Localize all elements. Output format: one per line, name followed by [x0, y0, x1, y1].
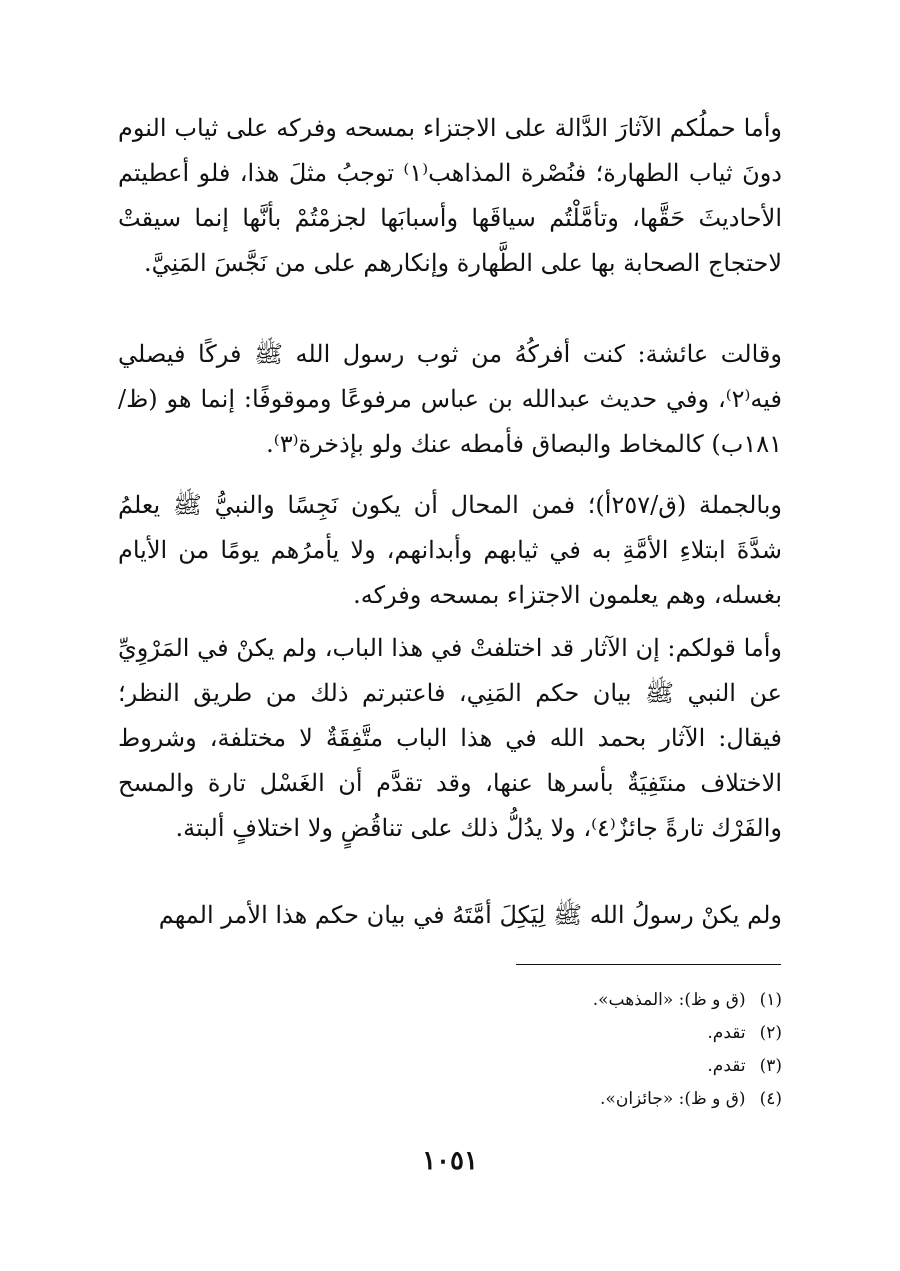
- paragraph: ولم يكنْ رسولُ الله ﷺ لِيَكِلَ أمَّتَهُ في بيان حكم هذا الأمر المهم: [158, 901, 782, 929]
- footnote: [118, 1083, 782, 1116]
- footnote-number: (٣): [759, 1056, 782, 1076]
- footnote: [118, 1017, 782, 1050]
- footnote-number: (٢): [759, 1023, 782, 1043]
- footnote-divider: [516, 964, 781, 965]
- footnote-text: (ق و ظ): «جائزان».: [600, 1089, 746, 1109]
- paragraph: وأما قولكم: إن الآثار قد اختلفتْ في هذا الباب، ولم يكنْ في المَرْوِيِّ عن النبي ﷺ بيان حكم المَنِي، فاعتبرتم ذلك من طريق النظر؛ فيقال: الآثار بحمد الله في هذا الباب متَّفِقَةٌ لا مختلفة، وشروط الاختلاف منتَفِيَةٌ بأسرها عنها، وقد تقدَّم أن الغَسْل تارة والمسح والفَرْك تارةً جائزٌ⁽٤⁾، ولا يدُلُّ ذلك على تناقُضٍ ولا اختلافٍ ألبتة.: [118, 634, 782, 842]
- footnote-text: تقدم.: [707, 1056, 746, 1076]
- paragraph: وأما حملُكم الآثارَ الدَّالة على الاجتزاء بمسحه وفركه على ثياب النوم دونَ ثياب الطهارة؛ فنُصْرة المذاهب⁽١⁾ توجبُ مثلَ هذا، فلو أعطيتم الأحاديثَ حَقَّها، وتأمَّلْتُم سياقَها وأسبابَها لجزمْتُمْ بأنَّها إنما سيقتْ لاحتجاج الصحابة بها على الطَّهارة وإنكارهم على من نَجَّسَ المَنِيَّ.: [118, 114, 782, 277]
- footnote-text: تقدم.: [707, 1023, 746, 1043]
- footnotes-list: [118, 984, 782, 1116]
- footnote-number: (١): [759, 990, 782, 1010]
- footnote: [118, 984, 782, 1017]
- paragraph: وبالجملة (ق/٢٥٧أ)؛ فمن المحال أن يكون نَجِسًا والنبيُّ ﷺ يعلمُ شدَّةَ ابتلاءِ الأمَّةِ به في ثيابهم وأبدانهم، ولا يأمرُهم يومًا من الأيام بغسله، وهم يعلمون الاجتزاء بمسحه وفركه.: [118, 491, 782, 609]
- footnote-text: (ق و ظ): «المذهب».: [592, 990, 746, 1010]
- footnote-number: (٤): [759, 1089, 782, 1109]
- page-number: ١٠٥١: [422, 1146, 478, 1176]
- footnote: [118, 1050, 782, 1083]
- paragraph: وقالت عائشة: كنت أفركُهُ من ثوب رسول الله ﷺ فركًا فيصلي فيه⁽٢⁾، وفي حديث عبدالله بن عباس مرفوعًا وموقوفًا: إنما هو (ظ/١٨١ب) كالمخاط والبصاق فأمطه عنك ولو بإذخرة⁽٣⁾.: [118, 340, 782, 458]
